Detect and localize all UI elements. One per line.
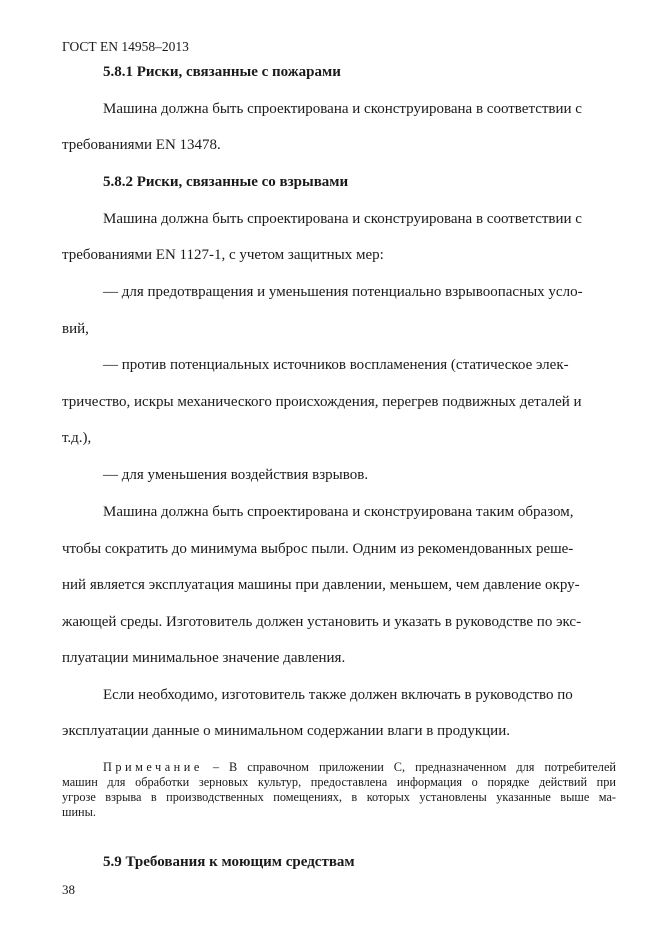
bullet-2-line-2: тричество, искры механического происхождения, перегрев подвижных деталей и: [62, 394, 582, 410]
page-number: 38: [62, 882, 75, 897]
section-5-9-title: 5.9 Требования к моющим средствам: [103, 854, 355, 870]
bullet-1-line-2: вий,: [62, 321, 89, 337]
note-block: [62, 760, 616, 820]
section-5-8-1-title: 5.8.1 Риски, связанные с пожарами: [103, 64, 341, 80]
paragraph-1-line-5: плуатации минимальное значение давления.: [62, 650, 346, 666]
s582-line-1: Машина должна быть спроектирована и сконструирована в соответствии с: [103, 211, 582, 227]
paragraph-2-line-2: эксплуатации данные о минимальном содержании влаги в продукции.: [62, 723, 510, 739]
bullet-2-line-1: — против потенциальных источников воспламенения (статическое элек-: [103, 357, 569, 373]
paragraph-1-line-1: Машина должна быть спроектирована и сконструирована таким образом,: [103, 504, 574, 520]
paragraph-1-line-4: жающей среды. Изготовитель должен установить и указать в руководстве по экс-: [62, 614, 582, 630]
paragraph-1-line-3: ний является эксплуатация машины при давлении, меньшем, чем давление окру-: [62, 577, 580, 593]
s581-line-1: Машина должна быть спроектирована и сконструирована в соответствии с: [103, 101, 582, 117]
note-label: Примечание: [103, 760, 203, 774]
note-line-3: угрозе взрыва в производственных помещениях, в которых установлены указанные выше ма-: [62, 790, 616, 804]
section-5-8-2-title: 5.8.2 Риски, связанные со взрывами: [103, 174, 349, 190]
document-header: ГОСТ EN 14958–2013: [62, 39, 189, 54]
s582-line-2: требованиями EN 1127-1, с учетом защитных мер:: [62, 247, 384, 263]
bullet-3-line-1: — для уменьшения воздействия взрывов.: [103, 467, 369, 483]
note-line-2: машин для обработки зерновых культур, предоставлена информация о порядке действий при: [62, 775, 616, 789]
bullet-2-line-3: т.д.),: [62, 430, 92, 446]
bullet-1-line-1: — для предотвращения и уменьшения потенциально взрывоопасных усло-: [103, 284, 583, 300]
s581-line-2: требованиями EN 13478.: [62, 137, 221, 153]
paragraph-1-line-2: чтобы сократить до минимума выброс пыли. Одним из рекомендованных реше-: [62, 541, 574, 557]
note-line-1: [62, 760, 616, 775]
note-line-4: шины.: [62, 805, 96, 819]
paragraph-2-line-1: Если необходимо, изготовитель также должен включать в руководство по: [103, 687, 573, 703]
note-text-1: – В справочном приложении С, предназначенном для потребителей: [212, 760, 616, 774]
